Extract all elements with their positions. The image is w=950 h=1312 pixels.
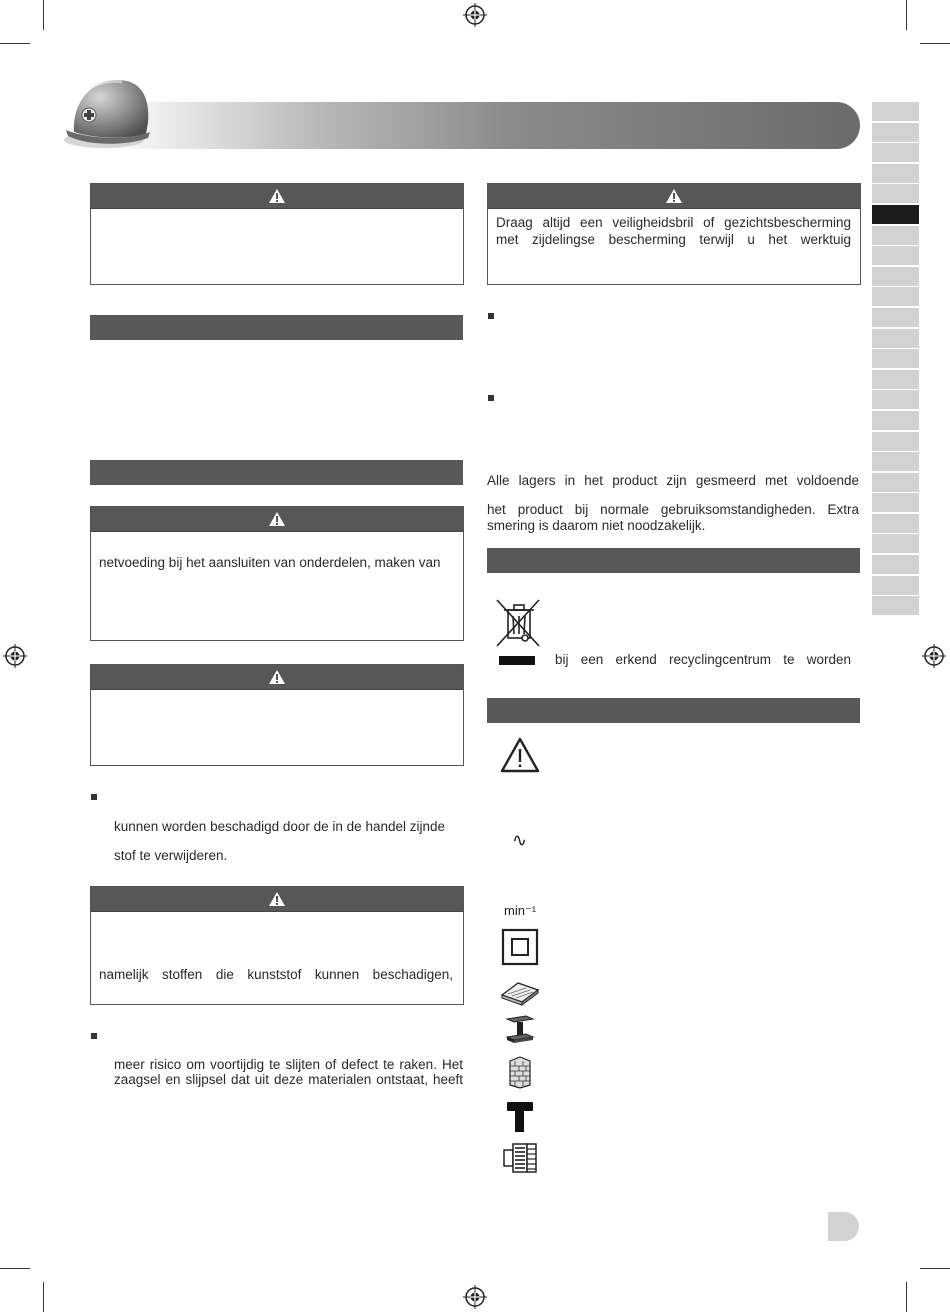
warning-box-text: Draag altijd een veiligheidsbril of gezichtsbescherming bbox=[496, 215, 851, 230]
chapter-tab bbox=[872, 226, 919, 245]
recycling-text: bij een erkend recyclingcentrum te worden bbox=[555, 652, 851, 667]
chapter-tab bbox=[872, 184, 919, 203]
chapter-tab bbox=[872, 102, 919, 121]
rpm-symbol: min⁻¹ bbox=[504, 903, 537, 918]
warning-box-text: netvoeding bij het aansluiten van onderdelen, maken van bbox=[99, 555, 441, 570]
warning-box-header bbox=[91, 887, 463, 912]
chapter-tab bbox=[872, 473, 919, 492]
chapter-tab bbox=[872, 493, 919, 512]
chapter-tab bbox=[872, 452, 919, 471]
warning-box-header bbox=[91, 507, 463, 532]
chapter-tab bbox=[872, 596, 919, 615]
warning-triangle-icon bbox=[268, 669, 286, 685]
warning-box-header bbox=[488, 184, 860, 209]
chapter-tab bbox=[872, 267, 919, 286]
section-bar-4 bbox=[487, 698, 860, 723]
chapter-tab bbox=[872, 555, 919, 574]
warning-box-header bbox=[91, 665, 463, 690]
bullet-text-line: zaagsel en slijpsel dat uit deze materialen ontstaat, heeft bbox=[114, 1072, 463, 1087]
chapter-tab bbox=[872, 390, 919, 409]
header-banner bbox=[90, 102, 860, 149]
metal-material-icon bbox=[504, 1015, 536, 1045]
registration-mark-left bbox=[3, 644, 27, 668]
brick-material-icon bbox=[508, 1055, 532, 1089]
warning-box-text: namelijk stoffen die kunststof kunnen beschadigen, bbox=[99, 967, 453, 982]
chapter-tab bbox=[872, 287, 919, 306]
registration-mark-top bbox=[463, 3, 487, 27]
warning-box-header bbox=[91, 184, 463, 209]
lubrication-text: het product bij normale gebruiksomstandigheden. Extra bbox=[487, 502, 859, 517]
section-bar-2 bbox=[90, 460, 463, 485]
warning-triangle-icon bbox=[665, 188, 683, 204]
double-insulation-icon bbox=[501, 928, 539, 966]
chapter-tab-index bbox=[872, 102, 919, 617]
safety-helmet-icon bbox=[60, 74, 154, 152]
chapter-tab bbox=[872, 164, 919, 183]
motor-icon bbox=[501, 1141, 539, 1175]
warning-triangle-icon bbox=[268, 511, 286, 527]
chapter-tab bbox=[872, 432, 919, 451]
section-bar-3 bbox=[487, 548, 860, 573]
warning-box-text: met zijdelingse bescherming terwijl u het werktuig bbox=[496, 232, 851, 247]
chapter-tab bbox=[872, 123, 919, 142]
alternating-current-symbol: ∿ bbox=[512, 830, 528, 851]
bullet-text-line: meer risico om voortijdig te slijten of defect te raken. Het bbox=[114, 1057, 463, 1072]
page-number-tab bbox=[828, 1212, 859, 1241]
lubrication-text: smering is daarom niet noodzakelijk. bbox=[487, 518, 706, 533]
crossed-out-bin-icon bbox=[494, 598, 544, 668]
warning-box-2 bbox=[487, 183, 861, 285]
warning-triangle-icon bbox=[268, 891, 286, 907]
chapter-tab bbox=[872, 370, 919, 389]
bullet-marker bbox=[488, 395, 494, 401]
chapter-tab bbox=[872, 576, 919, 595]
registration-mark-right bbox=[922, 644, 946, 668]
chapter-tab bbox=[872, 411, 919, 430]
warning-box-4 bbox=[90, 664, 464, 766]
bullet-marker bbox=[91, 794, 97, 800]
section-bar-1 bbox=[90, 315, 463, 340]
bullet-text-line: kunnen worden beschadigd door de in de handel zijnde bbox=[114, 819, 446, 834]
warning-symbol-icon bbox=[499, 736, 541, 774]
warning-box-1 bbox=[90, 183, 464, 285]
chapter-tab bbox=[872, 329, 919, 348]
registration-mark-bottom bbox=[463, 1285, 487, 1309]
warning-triangle-icon bbox=[268, 188, 286, 204]
chapter-tab bbox=[872, 246, 919, 265]
chapter-tab bbox=[872, 143, 919, 162]
chapter-tab bbox=[872, 349, 919, 368]
bullet-marker bbox=[91, 1033, 97, 1039]
chapter-tab bbox=[872, 514, 919, 533]
wood-material-icon bbox=[500, 980, 540, 1006]
bullet-text-line: stof te verwijderen. bbox=[114, 848, 228, 863]
warning-box-5 bbox=[90, 886, 464, 1005]
warning-box-3 bbox=[90, 506, 464, 641]
lubrication-text: Alle lagers in het product zijn gesmeerd met voldoende bbox=[487, 473, 859, 488]
chapter-tab-active bbox=[872, 205, 919, 224]
chapter-tab bbox=[872, 534, 919, 553]
hammer-icon bbox=[505, 1100, 535, 1134]
bullet-marker bbox=[488, 313, 494, 319]
chapter-tab bbox=[872, 308, 919, 327]
